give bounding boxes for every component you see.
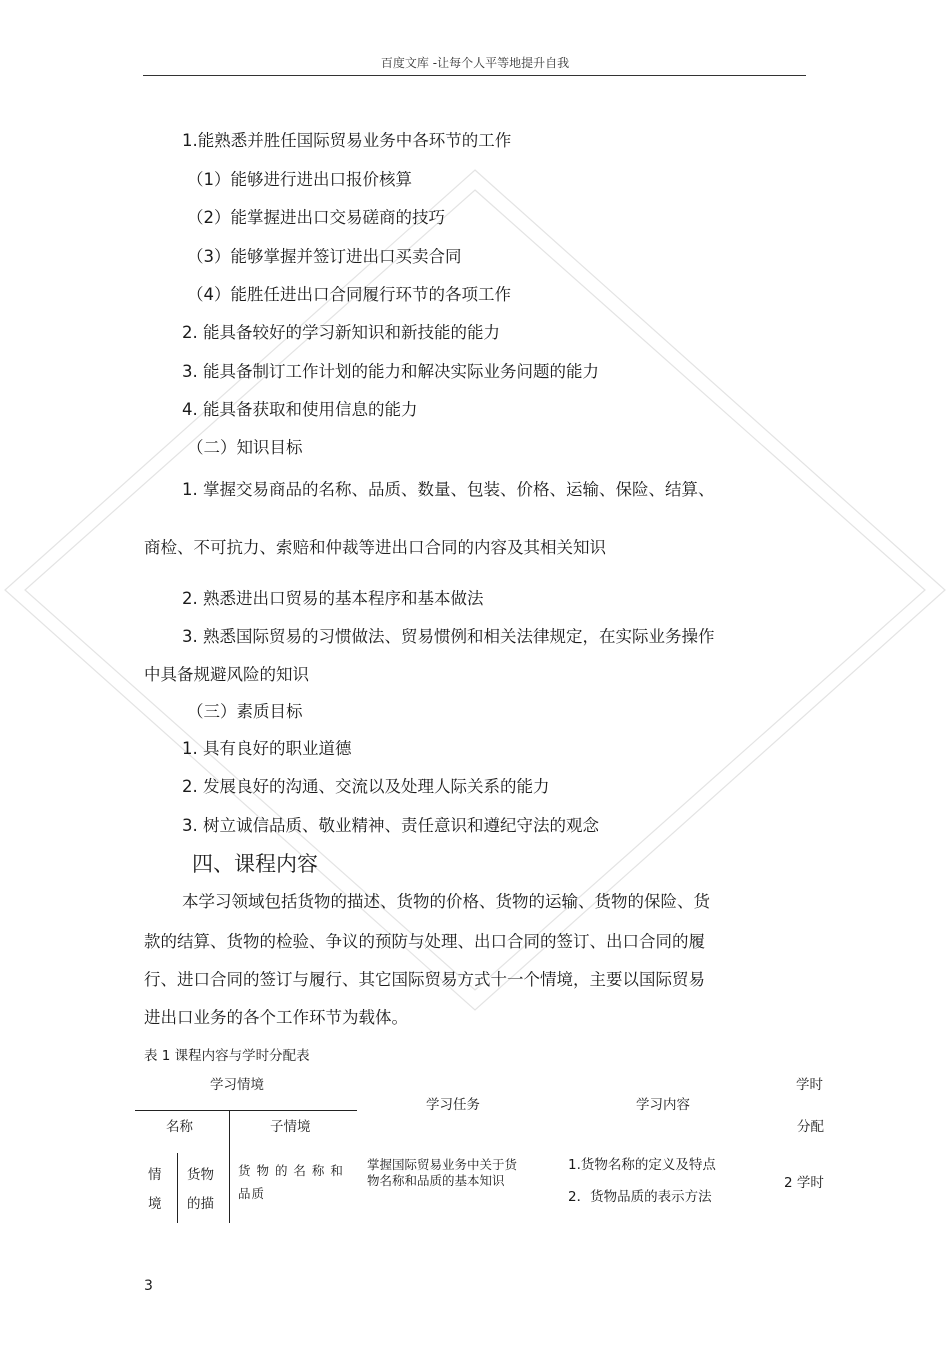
paragraph-line-1: 本学习领域包括货物的描述、货物的价格、货物的运输、货物的保险、货 [182, 892, 710, 911]
knowledge-goal-heading: （二）知识目标 [187, 438, 303, 457]
paragraph-line-2: 款的结算、货物的检验、争议的预防与处理、出口合同的签订、出口合同的履 [144, 932, 705, 951]
cell-situation-2: 境 [148, 1196, 162, 1212]
table-caption: 表 1 课程内容与学时分配表 [144, 1048, 310, 1064]
ability-goal-2: 2. 能具备较好的学习新知识和新技能的能力 [182, 323, 500, 342]
th-name: 名称 [166, 1119, 193, 1135]
th-situation: 学习情境 [210, 1077, 264, 1093]
quality-goal-2: 2. 发展良好的沟通、交流以及处理人际关系的能力 [182, 777, 550, 796]
cell-situation-1: 情 [148, 1167, 162, 1183]
section-title: 四、课程内容 [192, 852, 318, 876]
ability-goal-1-1: （1）能够进行进出口报价核算 [187, 170, 412, 189]
knowledge-goal-2: 2. 熟悉进出口贸易的基本程序和基本做法 [182, 589, 484, 608]
th-hours-2: 分配 [797, 1119, 824, 1135]
cell-name-1: 货物 [187, 1167, 214, 1183]
paragraph-line-3: 行、进口合同的签订与履行、其它国际贸易方式十一个情境，主要以国际贸易 [144, 970, 705, 989]
ability-goal-1-2: （2）能掌握进出口交易磋商的技巧 [187, 208, 445, 227]
quality-goal-heading: （三）素质目标 [187, 702, 303, 721]
ability-goal-1: 1.能熟悉并胜任国际贸易业务中各环节的工作 [182, 131, 512, 150]
ability-goal-3: 3. 能具备制订工作计划的能力和解决实际业务问题的能力 [182, 362, 599, 381]
quality-goal-3: 3. 树立诚信品质、敬业精神、责任意识和遵纪守法的观念 [182, 816, 599, 835]
page-header: 百度文库 -让每个人平等地提升自我 [380, 56, 570, 70]
ability-goal-1-3: （3）能够掌握并签订进出口买卖合同 [187, 247, 462, 266]
th-task: 学习任务 [426, 1097, 480, 1113]
knowledge-goal-3-cont: 中具备规避风险的知识 [144, 665, 309, 684]
cell-hours: 2 学时 [784, 1175, 824, 1191]
ability-goal-4: 4. 能具备获取和使用信息的能力 [182, 400, 418, 419]
cell-subsituation: 货 物 的 名 称 和 品质 [238, 1163, 344, 1202]
table-header-rule [135, 1110, 357, 1111]
th-content: 学习内容 [636, 1097, 690, 1113]
cell-task: 掌握国际贸易业务中关于货物名称和品质的基本知识 [367, 1157, 518, 1189]
knowledge-goal-1-cont: 商检、不可抗力、索赔和仲裁等进出口合同的内容及其相关知识 [144, 538, 606, 557]
knowledge-goal-3: 3. 熟悉国际贸易的习惯做法、贸易惯例和相关法律规定，在实际业务操作 [182, 627, 715, 646]
cell-content-1: 1.货物名称的定义及特点 [568, 1157, 716, 1173]
table-col-divider-name [177, 1153, 178, 1223]
table-col-divider-sub [229, 1111, 230, 1223]
th-hours-1: 学时 [796, 1077, 823, 1093]
th-sub: 子情境 [270, 1119, 311, 1135]
header-rule [143, 75, 806, 76]
paragraph-line-4: 进出口业务的各个工作环节为载体。 [144, 1008, 408, 1027]
cell-name-2: 的描 [187, 1196, 214, 1212]
cell-content-2: 2．货物品质的表示方法 [568, 1189, 712, 1205]
knowledge-goal-1: 1. 掌握交易商品的名称、品质、数量、包装、价格、运输、保险、结算、 [182, 480, 715, 499]
quality-goal-1: 1. 具有良好的职业道德 [182, 739, 352, 758]
page-number: 3 [144, 1278, 153, 1294]
ability-goal-1-4: （4）能胜任进出口合同履行环节的各项工作 [187, 285, 511, 304]
